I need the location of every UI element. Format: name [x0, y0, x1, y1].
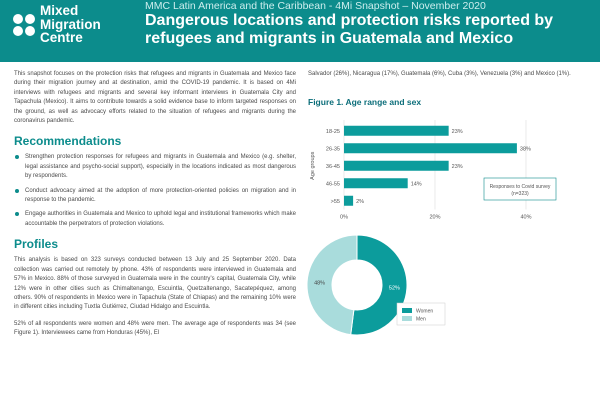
logo-line: Centre: [40, 30, 83, 45]
legend-label: Men: [416, 316, 426, 323]
x-tick-label: 20%: [429, 214, 441, 221]
slice-value-label: 52%: [388, 285, 400, 292]
bar: [344, 143, 517, 153]
page-title: Dangerous locations and protection risks reported by refugees and migrants in Guatemala and Mexico: [145, 12, 554, 47]
series-label: MMC Latin America and the Caribbean - 4Mi Snapshot – November 2020: [145, 0, 486, 12]
bar: [344, 196, 353, 206]
recommendations-heading: Recommendations: [14, 134, 122, 149]
legend-swatch: [402, 316, 412, 321]
legend-swatch: [402, 308, 412, 313]
x-tick-label: 0%: [340, 214, 348, 221]
profiles-paragraph-2: 52% of all respondents were women and 48% were men. The average age of respondents was 34 (see Figure 1). Interviewees came from Honduras (45%), El: [14, 320, 296, 337]
recommendation-text: Strengthen protection responses for refugees and migrants in Guatemala and Mexico (e.g. shelter, legal assistance and psycho-social support), especially in the locations indicated as most dangerous by respondents.: [25, 154, 296, 180]
x-tick-label: 40%: [520, 214, 532, 221]
y-axis-label: Age groups: [310, 151, 316, 180]
bar-value-label: 23%: [451, 163, 463, 170]
intro-paragraph: This snapshot focuses on the protection risks that refugees and migrants in Guatemala and Mexico face during their migration journey and at destination, amid the COVID-19 pandemic. It is based on 4Mi interviews with refugees and migrants and several key informant interviews in Guatemala City and Tapachula (Mexico). It aims to contribute towards a solid evidence base to inform targeted responses on the ground, as well as advocacy efforts related to the situation of refugees and migrants during the coronavirus pandemic.: [14, 71, 296, 125]
legend-text: (n=323): [511, 191, 529, 197]
recommendation-text: Conduct advocacy aimed at the adoption of more protection-oriented policies on migration and in response to the pandemic.: [25, 187, 296, 204]
profiles-heading: Profiles: [14, 237, 59, 252]
right-intro-paragraph: Salvador (26%), Nicaragua (17%), Guatemala (6%), Cuba (3%), Venezuela (3%) and Mexico (1%).: [308, 71, 571, 77]
legend-text: Responses to Covid survey: [489, 184, 551, 190]
profiles-paragraph: This analysis is based on 323 surveys conducted between 13 July and 25 September 2020. Data collection was carried out remotely by phone. 43% of respondents were interviewed in Guatemala and 57% in Mexico. 88% of those surveyed in Guatemala were in the country’s capital, Guatemala City, while 12% were in other cities such as Chimaltenango, Escuintla, Quetzaltenango, Sacatepéquez, among others. 90% of respondents in Mexico were in Tapachula (State of Chiapas) and the remaining 10% were in different cities including Tuxtla Gutiérrez, Ciudad Hidalgo and Escuintla.: [14, 257, 296, 311]
bar: [344, 161, 449, 171]
logo-line: Mixed: [40, 3, 79, 18]
slice-value-label: 48%: [314, 280, 326, 287]
y-tick-label: 26-35: [325, 146, 340, 153]
bar: [344, 178, 408, 188]
y-tick-label: 46-55: [325, 181, 340, 188]
y-tick-label: >55: [330, 198, 340, 205]
y-tick-label: 36-45: [325, 163, 340, 170]
bar-value-label: 38%: [519, 146, 531, 153]
bar-value-label: 23%: [451, 128, 463, 135]
recommendation-text: Engage authorities in Guatemala and Mexico to uphold legal and institutional frameworks which make accountable the perpetrators of protection violations.: [25, 211, 296, 227]
figure-title: Figure 1. Age range and sex: [308, 97, 422, 108]
y-tick-label: 18-25: [325, 128, 340, 135]
legend-label: Women: [416, 308, 434, 315]
bar: [344, 126, 449, 136]
bar-value-label: 2%: [356, 198, 365, 205]
bar-value-label: 14%: [410, 181, 422, 188]
logo-line: Migration: [40, 16, 101, 32]
